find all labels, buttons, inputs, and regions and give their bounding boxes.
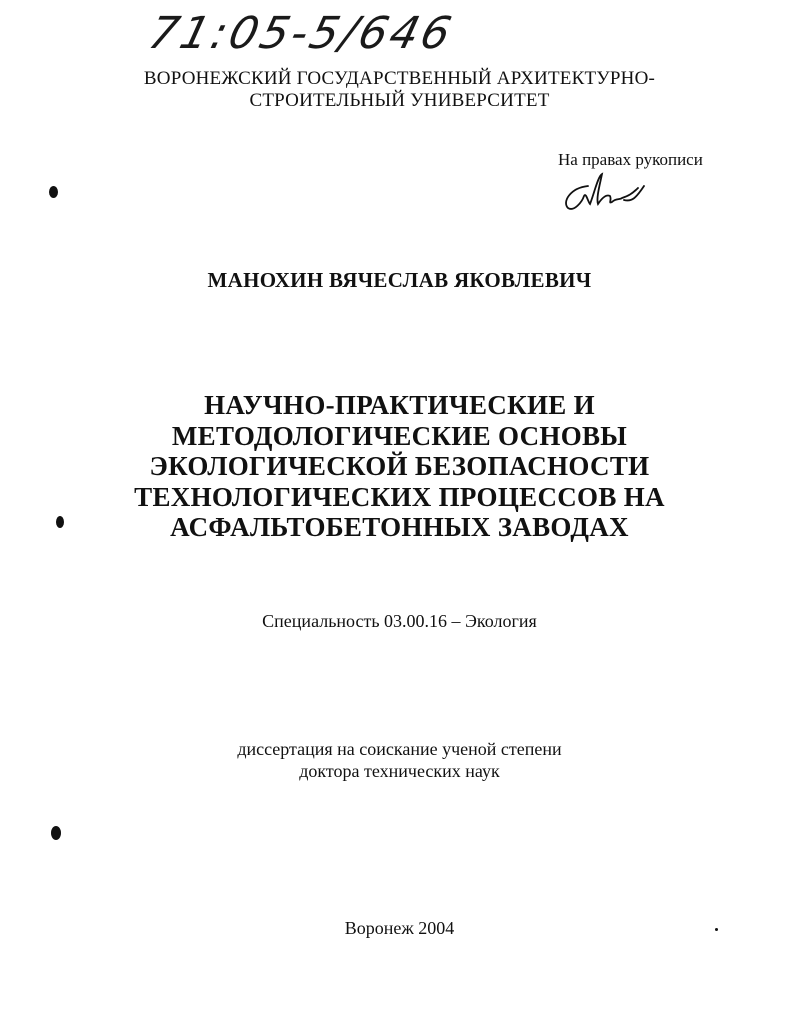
degree-statement	[0, 738, 799, 782]
title-line: АСФАЛЬТОБЕТОННЫХ ЗАВОДАХ	[170, 512, 629, 542]
title-line: МЕТОДОЛОГИЧЕСКИЕ ОСНОВЫ	[171, 420, 628, 451]
title-line: ЭКОЛОГИЧЕСКОЙ БЕЗОПАСНОСТИ	[149, 451, 650, 481]
city-year: Воронеж 2004	[344, 918, 455, 938]
university-name	[0, 68, 799, 112]
signature-icon	[558, 172, 668, 220]
specialty: Специальность 03.00.16 – Экология	[262, 611, 537, 631]
university-line-1: ВОРОНЕЖСКИЙ ГОСУДАРСТВЕННЫЙ АРХИТЕКТУРНО-	[143, 68, 656, 89]
degree-line-2: доктора технических наук	[299, 761, 500, 781]
binder-hole-mark	[51, 826, 61, 840]
university-line-2: СТРОИТЕЛЬНЫЙ УНИВЕРСИТЕТ	[249, 90, 550, 111]
author-name: МАНОХИН ВЯЧЕСЛАВ ЯКОВЛЕВИЧ	[207, 268, 592, 292]
title-line: НАУЧНО-ПРАКТИЧЕСКИЕ И	[204, 390, 595, 420]
dissertation-title	[0, 390, 799, 543]
archive-number-handwritten: 71:05-5/646	[143, 8, 459, 59]
degree-line-1: диссертация на соискание ученой степени	[237, 739, 562, 759]
binder-hole-mark	[49, 186, 58, 198]
binder-hole-mark	[56, 516, 64, 528]
title-line: ТЕХНОЛОГИЧЕСКИХ ПРОЦЕССОВ НА	[134, 481, 665, 512]
scan-speck	[715, 928, 718, 931]
manuscript-note: На правах рукописи	[558, 150, 703, 169]
